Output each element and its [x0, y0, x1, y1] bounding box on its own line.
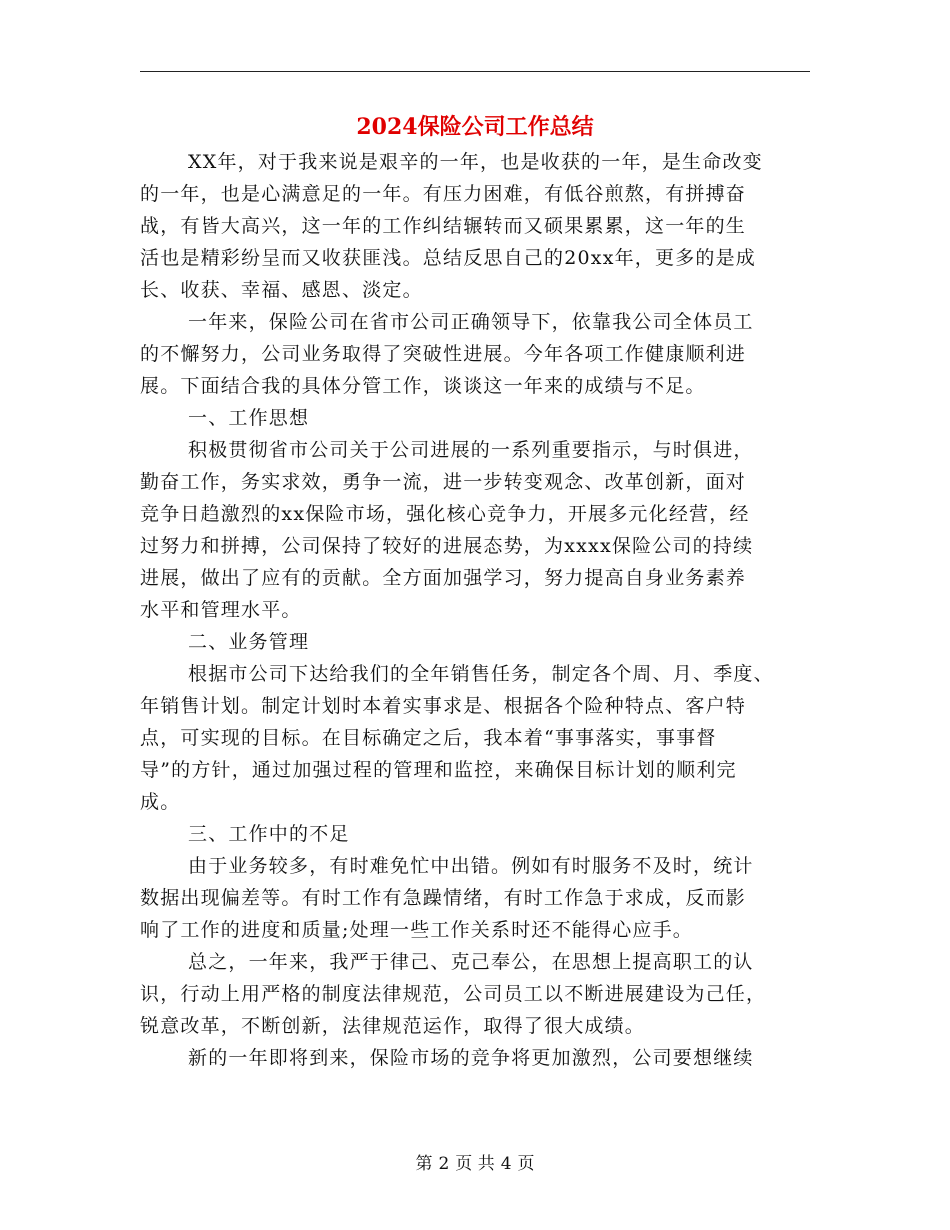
text-line: 水平和管理水平。 — [140, 599, 302, 621]
text-line: 一年来，保险公司在省市公司正确领导下，依靠我公司全体员工 — [188, 311, 754, 333]
text-line: 的不懈努力，公司业务取得了突破性进展。今年各项工作健康顺利进 — [140, 343, 747, 365]
text-line: 展。下面结合我的具体分管工作，谈谈这一年来的成绩与不足。 — [140, 375, 706, 397]
text-line: 根据市公司下达给我们的全年销售任务，制定各个周、月、季度、 — [188, 663, 774, 685]
text-line: 锐意改革，不断创新，法律规范运作，取得了很大成绩。 — [140, 1015, 646, 1037]
text-line: XX年，对于我来说是艰辛的一年，也是收获的一年，是生命改变 — [188, 151, 763, 173]
text-line: 总之，一年来，我严于律己、克己奉公，在思想上提高职工的认 — [188, 951, 754, 973]
text-line: 的一年，也是心满意足的一年。有压力困难，有低谷煎熬，有拼搏奋 — [140, 183, 747, 205]
header-rule — [140, 71, 810, 72]
text-line: 战，有皆大高兴，这一年的工作纠结辗转而又硕果累累，这一年的生 — [140, 215, 747, 237]
text-line: 点，可实现的目标。在目标确定之后，我本着“事事落实，事事督 — [140, 727, 717, 749]
text-line: 进展，做出了应有的贡献。全方面加强学习，努力提高自身业务素养 — [140, 567, 747, 589]
text-line: 长、收获、幸福、感恩、淡定。 — [140, 279, 423, 301]
text-line: 一、工作思想 — [188, 407, 310, 429]
document-title: 2024保险公司工作总结 — [356, 114, 594, 140]
text-line: 由于业务较多，有时难免忙中出错。例如有时服务不及时，统计 — [188, 855, 754, 877]
text-line: 活也是精彩纷呈而又收获匪浅。总结反思自己的20xx年，更多的是成 — [140, 247, 757, 269]
text-line: 数据出现偏差等。有时工作有急躁情绪，有时工作急于求成，反而影 — [140, 887, 747, 909]
footer-current-page: 2 — [438, 1154, 450, 1174]
text-line: 积极贯彻省市公司关于公司进展的一系列重要指示，与时俱进， — [188, 439, 754, 461]
document-body — [140, 146, 810, 1074]
footer-total-pages: 4 — [500, 1154, 512, 1174]
footer-suffix: 页 — [517, 1154, 535, 1174]
text-line: 识，行动上用严格的制度法律规范，公司员工以不断进展建设为己任， — [140, 983, 767, 1005]
text-line: 三、工作中的不足 — [188, 823, 350, 845]
text-line: 导”的方针，通过加强过程的管理和监控，来确保目标计划的顺利完 — [140, 759, 737, 781]
text-line: 年销售计划。制定计划时本着实事求是、根据各个险种特点、客户特 — [140, 695, 747, 717]
text-line: 过努力和拼搏，公司保持了较好的进展态势，为xxxx保险公司的持续 — [140, 535, 754, 557]
footer-prefix: 第 — [415, 1154, 433, 1174]
text-line: 二、业务管理 — [188, 631, 310, 653]
page-footer — [140, 1152, 810, 1176]
footer-middle: 页 共 — [455, 1154, 495, 1174]
text-line: 成。 — [140, 791, 181, 813]
text-line: 响了工作的进度和质量;处理一些工作关系时还不能得心应手。 — [140, 919, 694, 941]
text-line: 新的一年即将到来，保险市场的竞争将更加激烈，公司要想继续 — [188, 1047, 754, 1069]
text-line: 勤奋工作，务实求效，勇争一流，进一步转变观念、改革创新，面对 — [140, 471, 747, 493]
text-line: 竞争日趋激烈的xx保险市场，强化核心竞争力，开展多元化经营，经 — [140, 503, 750, 525]
